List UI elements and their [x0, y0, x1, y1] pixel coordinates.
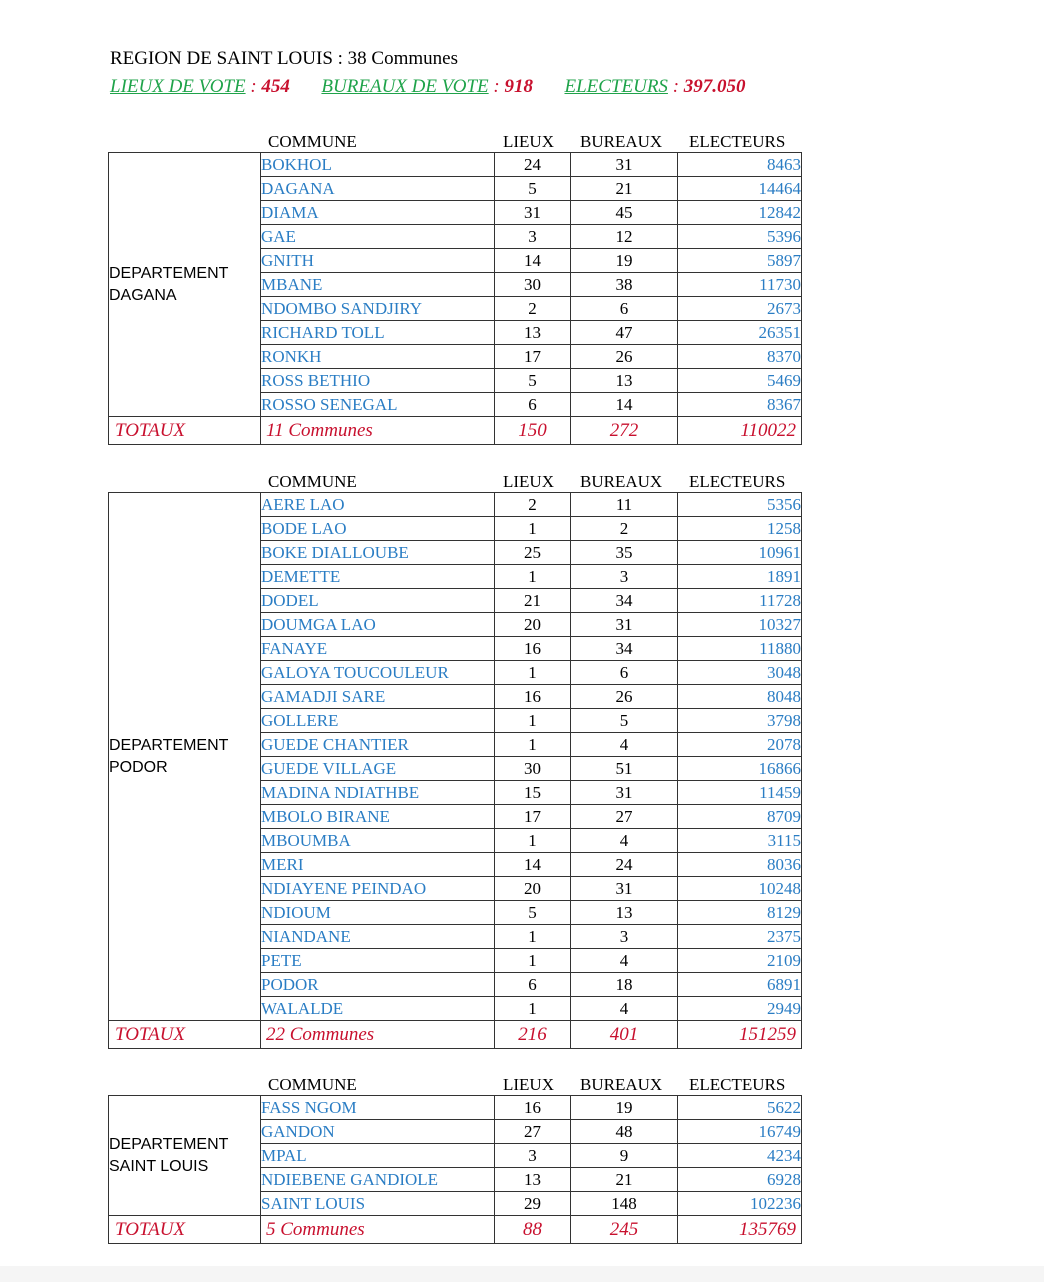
electeurs-cell: 10327	[678, 613, 802, 637]
electeurs-cell: 8048	[678, 685, 802, 709]
column-headers	[108, 1075, 801, 1095]
bureaux-cell: 12	[571, 225, 678, 249]
column-headers	[108, 472, 801, 492]
column-header-electeurs: ELECTEURS	[689, 472, 786, 491]
commune-name: GUEDE VILLAGE	[261, 757, 495, 781]
electeurs-cell: 11880	[678, 637, 802, 661]
commune-name: SAINT LOUIS	[261, 1192, 495, 1216]
totals-row	[109, 1021, 802, 1049]
table-row	[109, 1096, 802, 1120]
lieux-value: 454	[261, 76, 290, 97]
bureaux-cell: 21	[571, 177, 678, 201]
departement-line2: PODOR	[109, 758, 168, 776]
electeurs-cell: 6891	[678, 973, 802, 997]
column-header-lieux: LIEUX	[503, 472, 554, 491]
electeurs-cell: 10248	[678, 877, 802, 901]
lieux-cell: 5	[495, 369, 571, 393]
commune-name: ROSS BETHIO	[261, 369, 495, 393]
electeurs-cell: 1891	[678, 565, 802, 589]
electeurs-cell: 2673	[678, 297, 802, 321]
commune-name: GOLLERE	[261, 709, 495, 733]
column-headers	[108, 132, 801, 152]
lieux-cell: 1	[495, 661, 571, 685]
commune-name: NDIEBENE GANDIOLE	[261, 1168, 495, 1192]
lieux-cell: 5	[495, 177, 571, 201]
commune-name: NIANDANE	[261, 925, 495, 949]
electeurs-cell: 5897	[678, 249, 802, 273]
electeurs-cell: 11730	[678, 273, 802, 297]
lieux-cell: 24	[495, 153, 571, 177]
lieux-cell: 1	[495, 949, 571, 973]
bureaux-cell: 24	[571, 853, 678, 877]
totals-communes: 11 Communes	[261, 417, 495, 445]
lieux-cell: 2	[495, 297, 571, 321]
electeurs-cell: 5622	[678, 1096, 802, 1120]
commune-name: MPAL	[261, 1144, 495, 1168]
column-header-bureaux: BUREAUX	[580, 472, 663, 491]
commune-name: BODE LAO	[261, 517, 495, 541]
bureaux-value: 918	[504, 76, 533, 97]
commune-name: MBOUMBA	[261, 829, 495, 853]
bureaux-cell: 21	[571, 1168, 678, 1192]
commune-name: DAGANA	[261, 177, 495, 201]
bureaux-cell: 31	[571, 877, 678, 901]
lieux-cell: 1	[495, 709, 571, 733]
lieux-cell: 29	[495, 1192, 571, 1216]
bureaux-cell: 31	[571, 613, 678, 637]
lieux-cell: 15	[495, 781, 571, 805]
electeurs-cell: 2078	[678, 733, 802, 757]
electeurs-cell: 8709	[678, 805, 802, 829]
column-header-commune: COMMUNE	[268, 1075, 357, 1094]
table-row	[109, 153, 802, 177]
lieux-cell: 6	[495, 393, 571, 417]
electeurs-cell: 5469	[678, 369, 802, 393]
bureaux-cell: 13	[571, 369, 678, 393]
page-title: REGION DE SAINT LOUIS : 38 Communes	[110, 48, 458, 69]
commune-name: GANDON	[261, 1120, 495, 1144]
lieux-cell: 3	[495, 1144, 571, 1168]
commune-name: AERE LAO	[261, 493, 495, 517]
totals-electeurs: 135769	[678, 1216, 802, 1244]
lieux-cell: 25	[495, 541, 571, 565]
electeurs-cell: 26351	[678, 321, 802, 345]
departement-line1: DEPARTEMENT	[109, 736, 229, 754]
lieux-cell: 31	[495, 201, 571, 225]
summary-line	[110, 76, 746, 98]
totals-bureaux: 401	[571, 1021, 678, 1049]
lieux-cell: 13	[495, 321, 571, 345]
electeurs-cell: 12842	[678, 201, 802, 225]
commune-name: WALALDE	[261, 997, 495, 1021]
commune-name: GALOYA TOUCOULEUR	[261, 661, 495, 685]
totals-label: TOTAUX	[109, 1021, 261, 1049]
totals-bureaux: 272	[571, 417, 678, 445]
bureaux-cell: 4	[571, 949, 678, 973]
totals-lieux: 150	[495, 417, 571, 445]
bureaux-cell: 5	[571, 709, 678, 733]
electeurs-cell: 5396	[678, 225, 802, 249]
commune-name: MERI	[261, 853, 495, 877]
lieux-cell: 14	[495, 853, 571, 877]
totals-label: TOTAUX	[109, 417, 261, 445]
lieux-cell: 1	[495, 997, 571, 1021]
column-header-commune: COMMUNE	[268, 132, 357, 151]
bureaux-cell: 4	[571, 997, 678, 1021]
commune-name: NDIAYENE PEINDAO	[261, 877, 495, 901]
lieux-cell: 17	[495, 805, 571, 829]
totals-bureaux: 245	[571, 1216, 678, 1244]
electeurs-value: 397.050	[683, 76, 746, 97]
lieux-cell: 27	[495, 1120, 571, 1144]
separator: :	[245, 76, 262, 97]
lieux-cell: 30	[495, 757, 571, 781]
commune-name: BOKHOL	[261, 153, 495, 177]
lieux-cell: 1	[495, 733, 571, 757]
electeurs-cell: 8129	[678, 901, 802, 925]
commune-name: BOKE DIALLOUBE	[261, 541, 495, 565]
electeurs-cell: 11728	[678, 589, 802, 613]
lieux-cell: 13	[495, 1168, 571, 1192]
commune-name: PETE	[261, 949, 495, 973]
electeurs-cell: 11459	[678, 781, 802, 805]
commune-name: MBOLO BIRANE	[261, 805, 495, 829]
electeurs-cell: 6928	[678, 1168, 802, 1192]
electeurs-cell: 2949	[678, 997, 802, 1021]
departement-name	[109, 493, 261, 1021]
commune-name: PODOR	[261, 973, 495, 997]
departement-name	[109, 153, 261, 417]
bureaux-cell: 38	[571, 273, 678, 297]
bureaux-cell: 9	[571, 1144, 678, 1168]
lieux-cell: 20	[495, 613, 571, 637]
bureaux-cell: 31	[571, 153, 678, 177]
column-header-electeurs: ELECTEURS	[689, 1075, 786, 1094]
totals-electeurs: 151259	[678, 1021, 802, 1049]
departement-line2: DAGANA	[109, 286, 177, 304]
table-row	[109, 493, 802, 517]
commune-name: GAE	[261, 225, 495, 249]
lieux-cell: 17	[495, 345, 571, 369]
bureaux-cell: 18	[571, 973, 678, 997]
electeurs-cell: 2375	[678, 925, 802, 949]
electeurs-cell: 1258	[678, 517, 802, 541]
electeurs-cell: 16866	[678, 757, 802, 781]
communes-table	[108, 152, 802, 445]
lieux-cell: 2	[495, 493, 571, 517]
lieux-cell: 1	[495, 565, 571, 589]
lieux-cell: 20	[495, 877, 571, 901]
bureaux-cell: 4	[571, 733, 678, 757]
commune-name: DIAMA	[261, 201, 495, 225]
bureaux-cell: 6	[571, 661, 678, 685]
electeurs-label: ELECTEURS	[564, 76, 668, 97]
bureaux-cell: 47	[571, 321, 678, 345]
electeurs-cell: 8036	[678, 853, 802, 877]
departement-line2: SAINT LOUIS	[109, 1157, 209, 1175]
column-header-bureaux: BUREAUX	[580, 1075, 663, 1094]
bureaux-cell: 6	[571, 297, 678, 321]
bureaux-cell: 34	[571, 637, 678, 661]
departement-line1: DEPARTEMENT	[109, 264, 229, 282]
lieux-cell: 14	[495, 249, 571, 273]
lieux-cell: 5	[495, 901, 571, 925]
column-header-lieux: LIEUX	[503, 1075, 554, 1094]
lieux-cell: 30	[495, 273, 571, 297]
commune-name: GUEDE CHANTIER	[261, 733, 495, 757]
bureaux-label: BUREAUX DE VOTE	[321, 76, 489, 97]
bureaux-cell: 26	[571, 685, 678, 709]
commune-name: RICHARD TOLL	[261, 321, 495, 345]
electeurs-cell: 4234	[678, 1144, 802, 1168]
communes-table	[108, 1095, 802, 1244]
column-header-electeurs: ELECTEURS	[689, 132, 786, 151]
electeurs-cell: 10961	[678, 541, 802, 565]
column-header-lieux: LIEUX	[503, 132, 554, 151]
bureaux-cell: 51	[571, 757, 678, 781]
commune-name: NDIOUM	[261, 901, 495, 925]
commune-name: FANAYE	[261, 637, 495, 661]
communes-table	[108, 492, 802, 1049]
lieux-cell: 16	[495, 685, 571, 709]
bureaux-cell: 14	[571, 393, 678, 417]
electeurs-cell: 14464	[678, 177, 802, 201]
bureaux-cell: 35	[571, 541, 678, 565]
electeurs-cell: 8367	[678, 393, 802, 417]
departement-name	[109, 1096, 261, 1216]
commune-name: DEMETTE	[261, 565, 495, 589]
commune-name: NDOMBO SANDJIRY	[261, 297, 495, 321]
bureaux-cell: 13	[571, 901, 678, 925]
bureaux-cell: 27	[571, 805, 678, 829]
commune-name: FASS NGOM	[261, 1096, 495, 1120]
separator: :	[667, 76, 684, 97]
lieux-cell: 21	[495, 589, 571, 613]
totals-row	[109, 417, 802, 445]
electeurs-cell: 3115	[678, 829, 802, 853]
bureaux-cell: 4	[571, 829, 678, 853]
commune-name: RONKH	[261, 345, 495, 369]
bureaux-cell: 34	[571, 589, 678, 613]
electeurs-cell: 8463	[678, 153, 802, 177]
lieux-cell: 16	[495, 1096, 571, 1120]
lieux-cell: 1	[495, 517, 571, 541]
commune-name: DODEL	[261, 589, 495, 613]
lieux-label: LIEUX DE VOTE	[110, 76, 246, 97]
totals-lieux: 88	[495, 1216, 571, 1244]
commune-name: ROSSO SENEGAL	[261, 393, 495, 417]
totals-label: TOTAUX	[109, 1216, 261, 1244]
lieux-cell: 16	[495, 637, 571, 661]
commune-name: MADINA NDIATHBE	[261, 781, 495, 805]
bureaux-cell: 19	[571, 1096, 678, 1120]
electeurs-cell: 102236	[678, 1192, 802, 1216]
commune-name: DOUMGA LAO	[261, 613, 495, 637]
bureaux-cell: 2	[571, 517, 678, 541]
electeurs-cell: 3048	[678, 661, 802, 685]
lieux-cell: 6	[495, 973, 571, 997]
electeurs-cell: 16749	[678, 1120, 802, 1144]
electeurs-cell: 2109	[678, 949, 802, 973]
electeurs-cell: 8370	[678, 345, 802, 369]
totals-communes: 22 Communes	[261, 1021, 495, 1049]
bureaux-cell: 11	[571, 493, 678, 517]
commune-name: GNITH	[261, 249, 495, 273]
lieux-cell: 1	[495, 925, 571, 949]
bureaux-cell: 3	[571, 925, 678, 949]
bureaux-cell: 26	[571, 345, 678, 369]
bureaux-cell: 148	[571, 1192, 678, 1216]
electeurs-cell: 5356	[678, 493, 802, 517]
totals-row	[109, 1216, 802, 1244]
electeurs-cell: 3798	[678, 709, 802, 733]
column-header-bureaux: BUREAUX	[580, 132, 663, 151]
bureaux-cell: 31	[571, 781, 678, 805]
totals-communes: 5 Communes	[261, 1216, 495, 1244]
bureaux-cell: 45	[571, 201, 678, 225]
commune-name: GAMADJI SARE	[261, 685, 495, 709]
totals-electeurs: 110022	[678, 417, 802, 445]
bureaux-cell: 48	[571, 1120, 678, 1144]
page-bottom-edge	[0, 1266, 1044, 1282]
commune-name: MBANE	[261, 273, 495, 297]
lieux-cell: 3	[495, 225, 571, 249]
separator: :	[488, 76, 505, 97]
bureaux-cell: 19	[571, 249, 678, 273]
departement-line1: DEPARTEMENT	[109, 1135, 229, 1153]
bureaux-cell: 3	[571, 565, 678, 589]
column-header-commune: COMMUNE	[268, 472, 357, 491]
lieux-cell: 1	[495, 829, 571, 853]
totals-lieux: 216	[495, 1021, 571, 1049]
